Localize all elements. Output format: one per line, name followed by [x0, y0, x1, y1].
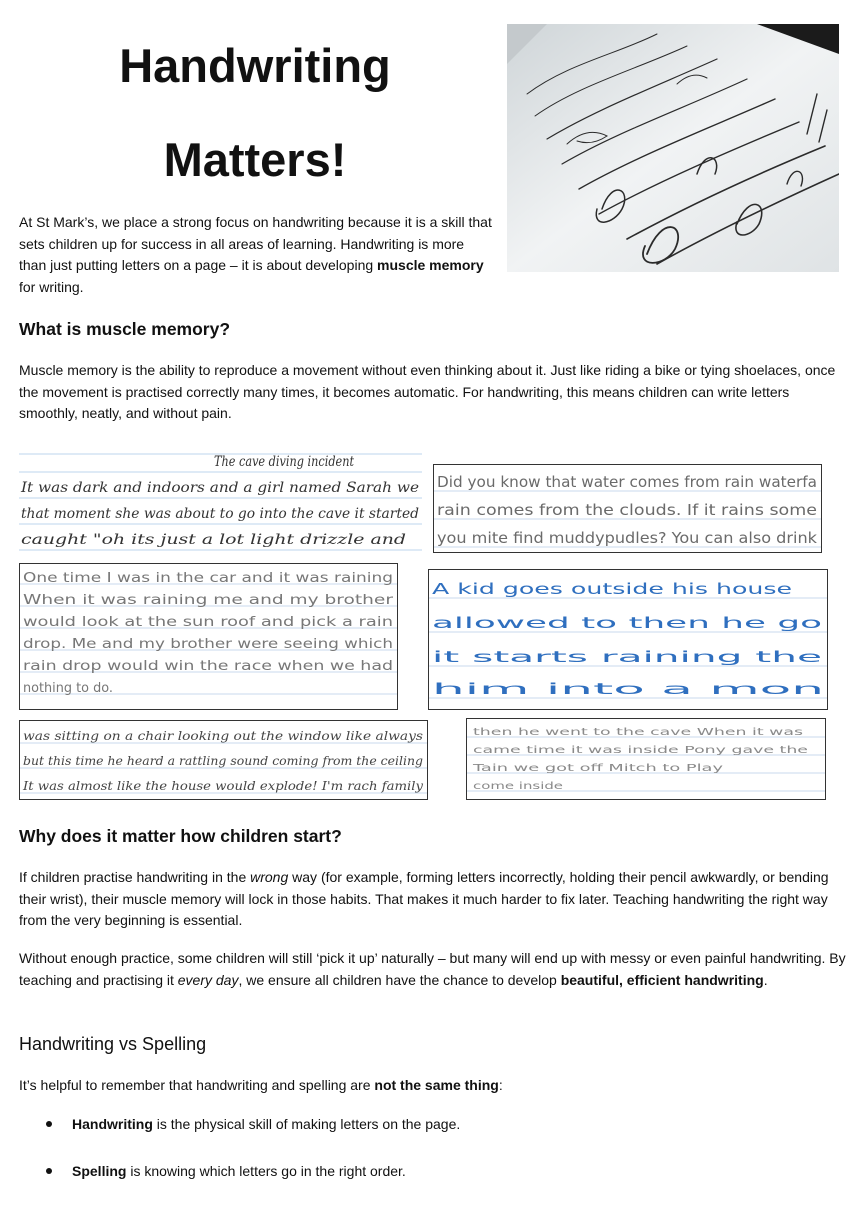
why-start-p1-text: If children practise handwriting in the: [19, 869, 251, 885]
sample-3-line-4: drop. Me and my brother were seeing which: [23, 637, 394, 652]
handwriting-sample-2: [433, 464, 822, 553]
sample-1-line-3: that moment she was about to go into the cave it started: [21, 506, 420, 522]
page-title-line-2: Matters!: [163, 133, 347, 186]
why-start-p2-middle: , we ensure all children have the chance to develop: [238, 971, 561, 988]
list-item: [40, 1161, 820, 1208]
sample-1-line-2: It was dark and indoors and a girl named Sarah we: [19, 480, 420, 496]
comparison-bullet-list: [40, 1114, 820, 1208]
section-heading-muscle-memory: What is muscle memory?: [19, 319, 231, 339]
bullet-term: Spelling: [72, 1163, 127, 1179]
sample-6-line-4: come inside: [473, 781, 563, 792]
why-start-p2-end: .: [763, 971, 768, 988]
section-heading-vs-spelling: Handwriting vs Spelling: [19, 1034, 207, 1054]
handwriting-sample-3: [19, 563, 398, 710]
bullet-description: is knowing which letters go in the right order.: [126, 1163, 406, 1179]
intro-text: At St Mark’s, we place a strong focus on handwriting because it is a skill that sets children up for success in all areas of learning. Handwriting is more than just putting letters on a page – it is about developing: [19, 214, 492, 273]
section-heading-why-start: Why does it matter how children start?: [19, 826, 342, 846]
why-start-paragraph-2: [19, 948, 851, 991]
handwriting-sample-6: [466, 718, 826, 800]
handwriting-sample-4: [428, 569, 828, 710]
muscle-memory-paragraph: Muscle memory is the ability to reproduce a movement without even thinking about it. Just like riding a bike or tying shoelaces, once the movement is practised correctly many times, it becomes automatic. For handwriting, this means children can write letters smoothly, neatly, and without pain.: [19, 362, 836, 421]
vs-spelling-intro-text: It’s helpful to remember that handwriting and spelling are: [19, 1077, 375, 1093]
why-start-p2-text: Without enough practice, some children will still ‘pick it up’ naturally – but many will end up with messy or even painful handwriting. By teaching and practising it: [19, 950, 846, 988]
sample-3-line-2: When it was raining me and my brother: [23, 593, 394, 608]
why-start-p2-bold: beautiful, efficient handwriting: [560, 971, 764, 988]
why-start-p1-italic: wrong: [250, 869, 289, 885]
sample-4-line-1: A kid goes outside his house: [432, 580, 792, 598]
intro-paragraph: [19, 212, 495, 298]
calligraphy-photo: [507, 24, 839, 272]
sample-6-line-3: Tain we got off Mitch to Play: [471, 763, 724, 774]
sample-1-line-4: caught "oh its just a lot light drizzle and: [21, 532, 407, 548]
intro-text-end: for writing.: [19, 278, 84, 295]
sample-4-line-2: allowed to then he go: [432, 614, 822, 632]
list-item: [40, 1114, 820, 1161]
sample-4-line-3: it starts raining the: [432, 648, 822, 666]
why-start-paragraph-1: [19, 867, 851, 932]
vs-spelling-intro-bold: not the same thing: [374, 1077, 499, 1093]
sample-6-line-2: came time it was inside Pony gave the: [473, 745, 808, 756]
sample-3-line-1: One time I was in the car and it was raining: [23, 571, 393, 586]
vs-spelling-intro: [19, 1075, 851, 1097]
sample-1-line-1: The cave diving incident: [214, 454, 355, 470]
sample-2-line-1: Did you know that water comes from rain waterfa: [437, 473, 817, 491]
handwriting-sample-5: [19, 720, 428, 800]
handwriting-sample-1: [19, 446, 422, 554]
why-start-p1-text-end: way (for example, forming letters incorrectly, holding their pencil awkwardly, or bending their wrist), their muscle memory will lock in those habits. That makes it much harder to fix later. Teaching handwriting the right way from the very beginning is essential.: [19, 869, 829, 928]
sample-5-line-3: It was almost like the house would explode! I'm rach family: [21, 779, 424, 793]
vs-spelling-intro-end: :: [498, 1077, 503, 1093]
intro-bold-text: muscle memory: [377, 257, 484, 273]
sample-6-line-1: then he went to the cave When it was: [473, 727, 803, 738]
sample-3-line-5: rain drop would win the race when we had: [23, 659, 393, 674]
sample-3-line-6: nothing to do.: [23, 681, 113, 696]
sample-2-line-3: you mite find muddypudles? You can also drink: [437, 529, 818, 547]
sample-5-line-2: but this time he heard a rattling sound coming from the ceiling: [23, 754, 424, 768]
why-start-p2-italic: every day: [177, 971, 239, 988]
sample-4-line-4: him into a mon: [432, 680, 824, 698]
bullet-description: is the physical skill of making letters on the page.: [152, 1116, 461, 1132]
page-title-line-1: Handwriting: [119, 39, 391, 92]
sample-5-line-1: was sitting on a chair looking out the window like always: [23, 729, 423, 743]
sample-3-line-3: would look at the sun roof and pick a rain: [23, 615, 393, 630]
bullet-term: Handwriting: [72, 1116, 153, 1132]
sample-2-line-2: rain comes from the clouds. If it rains some: [437, 501, 817, 519]
